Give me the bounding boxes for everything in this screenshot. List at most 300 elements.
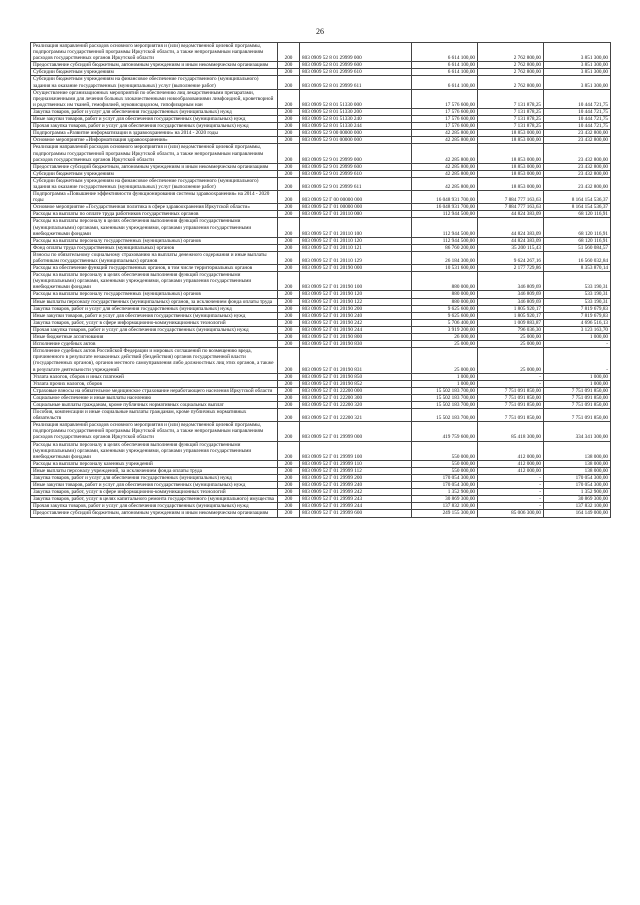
row-name-cell: Субсидии бюджетным учреждениям bbox=[31, 170, 278, 177]
row-unexecuted-value-cell: 137 832 100,00 bbox=[544, 503, 611, 510]
row-line-code-cell: 200 bbox=[278, 272, 300, 291]
budget-table bbox=[30, 42, 611, 518]
table-row bbox=[31, 475, 611, 482]
row-line-code-cell: 200 bbox=[278, 123, 300, 130]
row-approved-value-cell: 15 502 183 700,00 bbox=[412, 409, 478, 422]
row-classification-code-cell: 803 0909 52 Г 01 20110 120 bbox=[300, 237, 412, 244]
row-executed-value-cell: 7 884 777 163,63 bbox=[478, 191, 544, 204]
row-line-code-cell: 200 bbox=[278, 43, 300, 62]
row-executed-value-cell: 2 177 729,86 bbox=[478, 265, 544, 272]
row-unexecuted-value-cell: 138 000,00 bbox=[544, 441, 611, 460]
row-approved-value-cell: 10 531 600,00 bbox=[412, 265, 478, 272]
row-line-code-cell: 200 bbox=[278, 341, 300, 348]
row-executed-value-cell: - bbox=[478, 380, 544, 387]
row-line-code-cell: 200 bbox=[278, 482, 300, 489]
row-name-cell: Уплата прочих налогов, сборов bbox=[31, 380, 278, 387]
row-unexecuted-value-cell: 3 851 300,00 bbox=[544, 62, 611, 69]
row-name-cell: Иные закупки товаров, работ и услуг для обеспечения государственных (муниципальных) нужд bbox=[31, 482, 278, 489]
row-classification-code-cell: 803 0909 52 Г 01 20190 240 bbox=[300, 312, 412, 319]
row-approved-value-cell: 6 614 100,00 bbox=[412, 76, 478, 89]
table-row bbox=[31, 237, 611, 244]
table-row bbox=[31, 334, 611, 341]
row-unexecuted-value-cell: 23 432 800,00 bbox=[544, 163, 611, 170]
row-unexecuted-value-cell: 8 353 870,14 bbox=[544, 265, 611, 272]
row-executed-value-cell: 796 036,30 bbox=[478, 326, 544, 333]
row-unexecuted-value-cell: 68 120 116,91 bbox=[544, 237, 611, 244]
row-approved-value-cell: 17 576 600,00 bbox=[412, 123, 478, 130]
table-row bbox=[31, 130, 611, 137]
table-row bbox=[31, 76, 611, 89]
row-approved-value-cell: 9 625 600,00 bbox=[412, 312, 478, 319]
row-line-code-cell: 200 bbox=[278, 489, 300, 496]
row-classification-code-cell: 803 0909 52 Г 01 29999 244 bbox=[300, 503, 412, 510]
row-approved-value-cell: 112 944 500,00 bbox=[412, 218, 478, 237]
row-approved-value-cell: 1 000,00 bbox=[412, 373, 478, 380]
row-name-cell: Реализация направлений расходов основного мероприятия и (или) ведомственной целевой программы, подпрограммы государственной программы Иркутской области, а также непрограммным направлениям расходов государственных органов Иркутской области bbox=[31, 43, 278, 62]
table-row bbox=[31, 251, 611, 264]
row-classification-code-cell: 803 0909 52 Г 01 20110 129 bbox=[300, 251, 412, 264]
row-unexecuted-value-cell: 7 751 091 850,00 bbox=[544, 401, 611, 408]
row-classification-code-cell: 803 0909 52 Г 01 29999 000 bbox=[300, 422, 412, 441]
row-line-code-cell: 200 bbox=[278, 130, 300, 137]
row-name-cell: Основное мероприятие «Информатизация здравоохранения» bbox=[31, 137, 278, 144]
row-classification-code-cell: 803 0909 52 8 01 29999 000 bbox=[300, 43, 412, 62]
row-name-cell: Расходы на выплаты по оплате труда работников государственных органов bbox=[31, 211, 278, 218]
row-unexecuted-value-cell: 4 696 516,13 bbox=[544, 319, 611, 326]
row-classification-code-cell: 803 0909 52 Г 01 29999 600 bbox=[300, 510, 412, 517]
table-row bbox=[31, 204, 611, 211]
table-row bbox=[31, 177, 611, 190]
row-executed-value-cell: 18 853 000,00 bbox=[478, 137, 544, 144]
table-row bbox=[31, 163, 611, 170]
row-executed-value-cell: 18 853 000,00 bbox=[478, 170, 544, 177]
row-classification-code-cell: 803 0909 52 Г 01 22200 321 bbox=[300, 409, 412, 422]
row-unexecuted-value-cell: 30 869 300,00 bbox=[544, 496, 611, 503]
row-line-code-cell: 200 bbox=[278, 251, 300, 264]
row-unexecuted-value-cell: 7 751 091 850,00 bbox=[544, 409, 611, 422]
row-approved-value-cell: 550 000,00 bbox=[412, 441, 478, 460]
row-name-cell: Прочая закупка товаров, работ и услуг для обеспечения государственных (муниципальных) нужд bbox=[31, 123, 278, 130]
row-name-cell: Расходы на выплаты персоналу в целях обеспечения выполнения функций государственными (муниципальными) органами, казенными учреждениями, органами управления государственными внебюджетными фондами bbox=[31, 441, 278, 460]
row-unexecuted-value-cell: 170 054 300,00 bbox=[544, 475, 611, 482]
row-executed-value-cell: 346 809,69 bbox=[478, 272, 544, 291]
row-line-code-cell: 200 bbox=[278, 409, 300, 422]
row-classification-code-cell: 803 0909 52 Г 01 20190 852 bbox=[300, 380, 412, 387]
row-unexecuted-value-cell: 68 120 116,91 bbox=[544, 218, 611, 237]
row-name-cell: Осуществление организационных мероприятий по обеспечению лиц лекарственными препаратами, предназначенными для лечения больных злокачественными новообразованиями лимфоидной, кроветворной и родственных им тканей, гемофилией, муковисцидозом, гипофизарным нан bbox=[31, 89, 278, 108]
row-approved-value-cell: 112 944 500,00 bbox=[412, 237, 478, 244]
row-approved-value-cell: 880 000,00 bbox=[412, 291, 478, 298]
row-name-cell: Закупка товаров, работ, услуг в целях капитального ремонта государственного (муниципального) имущества bbox=[31, 496, 278, 503]
row-executed-value-cell: 1 805 920,17 bbox=[478, 305, 544, 312]
row-unexecuted-value-cell: 10 444 721,75 bbox=[544, 89, 611, 108]
row-name-cell: Реализация направлений расходов основного мероприятия и (или) ведомственной целевой программы, подпрограммы государственной программы Иркутской области, а также непрограммным направлениям расходов государственных органов Иркутской области bbox=[31, 422, 278, 441]
row-name-cell: Подпрограмма «Повышение эффективности функционирования системы здравоохранения» на 2014 - 2020 годы bbox=[31, 191, 278, 204]
row-approved-value-cell: 30 869 300,00 bbox=[412, 496, 478, 503]
row-executed-value-cell: 25 000,00 bbox=[478, 348, 544, 373]
row-unexecuted-value-cell: 23 432 800,00 bbox=[544, 130, 611, 137]
row-executed-value-cell: 7 751 091 850,00 bbox=[478, 394, 544, 401]
row-approved-value-cell: 42 285 800,00 bbox=[412, 163, 478, 170]
row-classification-code-cell: 803 0909 52 Г 01 20190 200 bbox=[300, 305, 412, 312]
row-approved-value-cell: 880 000,00 bbox=[412, 272, 478, 291]
row-unexecuted-value-cell: 10 444 721,75 bbox=[544, 116, 611, 123]
row-line-code-cell: 200 bbox=[278, 108, 300, 115]
row-executed-value-cell: 2 762 800,00 bbox=[478, 69, 544, 76]
table-row bbox=[31, 387, 611, 394]
row-name-cell: Уплата налогов, сборов и иных платежей bbox=[31, 373, 278, 380]
table-row bbox=[31, 348, 611, 373]
row-classification-code-cell: 803 0909 52 Г 01 22200 300 bbox=[300, 394, 412, 401]
row-classification-code-cell: 803 0909 52 Г 01 29999 240 bbox=[300, 482, 412, 489]
table-row bbox=[31, 326, 611, 333]
row-approved-value-cell: 15 502 183 700,00 bbox=[412, 401, 478, 408]
row-executed-value-cell: 18 853 000,00 bbox=[478, 144, 544, 163]
row-approved-value-cell: 17 576 600,00 bbox=[412, 116, 478, 123]
row-classification-code-cell: 803 0909 52 Г 01 20190 100 bbox=[300, 272, 412, 291]
table-row bbox=[31, 89, 611, 108]
row-approved-value-cell: 17 576 600,00 bbox=[412, 89, 478, 108]
row-executed-value-cell: 44 824 383,09 bbox=[478, 218, 544, 237]
row-line-code-cell: 200 bbox=[278, 89, 300, 108]
row-classification-code-cell: 803 0909 52 8 01 51330 000 bbox=[300, 89, 412, 108]
row-unexecuted-value-cell: 10 444 721,75 bbox=[544, 108, 611, 115]
row-unexecuted-value-cell: 23 432 800,00 bbox=[544, 177, 611, 190]
row-classification-code-cell: 803 0909 52 Г 01 29999 243 bbox=[300, 496, 412, 503]
row-executed-value-cell: - bbox=[478, 482, 544, 489]
table-row bbox=[31, 191, 611, 204]
row-executed-value-cell: 9 624 267,16 bbox=[478, 251, 544, 264]
row-unexecuted-value-cell: 1 000,00 bbox=[544, 373, 611, 380]
row-name-cell: Субсидии бюджетным учреждениям на финансовое обеспечение государственного (муниципального) задания на оказание государственных (муниципальных) услуг (выполнение работ) bbox=[31, 177, 278, 190]
row-unexecuted-value-cell: 16 560 032,84 bbox=[544, 251, 611, 264]
row-executed-value-cell: 1 805 920,17 bbox=[478, 312, 544, 319]
row-line-code-cell: 200 bbox=[278, 291, 300, 298]
page-number: 26 bbox=[316, 27, 324, 36]
table-row bbox=[31, 401, 611, 408]
row-executed-value-cell: 7 751 091 850,00 bbox=[478, 401, 544, 408]
row-unexecuted-value-cell: 23 432 800,00 bbox=[544, 137, 611, 144]
row-line-code-cell: 200 bbox=[278, 218, 300, 237]
row-name-cell: Предоставление субсидий бюджетным, автономным учреждениям и иным некоммерческим организациям bbox=[31, 62, 278, 69]
row-classification-code-cell: 803 0909 52 9 00 00000 000 bbox=[300, 130, 412, 137]
row-unexecuted-value-cell: 533 190,31 bbox=[544, 272, 611, 291]
row-name-cell: Страховые взносы на обязательное медицинское страхование неработающего населения Иркутской области bbox=[31, 387, 278, 394]
row-name-cell: Закупка товаров, работ и услуг для обеспечения государственных (муниципальных) нужд bbox=[31, 305, 278, 312]
row-line-code-cell: 200 bbox=[278, 510, 300, 517]
row-unexecuted-value-cell: 51 560 084,57 bbox=[544, 244, 611, 251]
row-approved-value-cell: 42 285 800,00 bbox=[412, 130, 478, 137]
row-unexecuted-value-cell: 3 851 300,00 bbox=[544, 43, 611, 62]
row-unexecuted-value-cell: 23 432 800,00 bbox=[544, 170, 611, 177]
row-executed-value-cell: 346 809,69 bbox=[478, 291, 544, 298]
row-executed-value-cell: 7 131 878,25 bbox=[478, 89, 544, 108]
row-executed-value-cell: 44 824 383,09 bbox=[478, 237, 544, 244]
row-unexecuted-value-cell: 138 000,00 bbox=[544, 460, 611, 467]
row-line-code-cell: 200 bbox=[278, 144, 300, 163]
row-unexecuted-value-cell: 170 054 300,00 bbox=[544, 482, 611, 489]
row-line-code-cell: 200 bbox=[278, 177, 300, 190]
budget-table-body bbox=[31, 43, 611, 518]
row-executed-value-cell: 25 000,00 bbox=[478, 334, 544, 341]
row-line-code-cell: 200 bbox=[278, 348, 300, 373]
row-line-code-cell: 200 bbox=[278, 69, 300, 76]
row-executed-value-cell: - bbox=[478, 496, 544, 503]
row-line-code-cell: 200 bbox=[278, 312, 300, 319]
table-row bbox=[31, 312, 611, 319]
table-row bbox=[31, 265, 611, 272]
row-unexecuted-value-cell: - bbox=[544, 348, 611, 373]
row-unexecuted-value-cell: 7 819 679,83 bbox=[544, 312, 611, 319]
table-row bbox=[31, 211, 611, 218]
row-executed-value-cell: 7 751 091 850,00 bbox=[478, 409, 544, 422]
row-line-code-cell: 200 bbox=[278, 62, 300, 69]
row-classification-code-cell: 803 0909 52 Г 01 20190 242 bbox=[300, 319, 412, 326]
row-line-code-cell: 200 bbox=[278, 460, 300, 467]
table-row bbox=[31, 123, 611, 130]
row-name-cell: Основное мероприятие «Государственная политика в сфере здравоохранения Иркутской области» bbox=[31, 204, 278, 211]
row-approved-value-cell: 42 285 800,00 bbox=[412, 137, 478, 144]
row-name-cell: Социальные выплаты гражданам, кроме публичных нормативных социальных выплат bbox=[31, 401, 278, 408]
row-approved-value-cell: 1 352 900,00 bbox=[412, 489, 478, 496]
table-row bbox=[31, 137, 611, 144]
row-line-code-cell: 200 bbox=[278, 387, 300, 394]
row-approved-value-cell: 137 832 100,00 bbox=[412, 503, 478, 510]
table-row bbox=[31, 298, 611, 305]
row-executed-value-cell: 18 853 000,00 bbox=[478, 177, 544, 190]
row-line-code-cell: 200 bbox=[278, 211, 300, 218]
row-approved-value-cell: 112 944 500,00 bbox=[412, 211, 478, 218]
row-name-cell: Взносы по обязательному социальному страхованию на выплаты денежного содержания и иные выплаты работникам государственных (муниципальных) органов bbox=[31, 251, 278, 264]
row-approved-value-cell: 42 285 800,00 bbox=[412, 170, 478, 177]
row-unexecuted-value-cell: 8 164 154 536,37 bbox=[544, 204, 611, 211]
row-name-cell: Закупка товаров, работ и услуг для обеспечения государственных (муниципальных) нужд bbox=[31, 475, 278, 482]
table-row bbox=[31, 244, 611, 251]
row-name-cell: Закупка товаров, работ и услуг для обеспечения государственных (муниципальных) нужд bbox=[31, 108, 278, 115]
row-executed-value-cell: 18 853 000,00 bbox=[478, 163, 544, 170]
row-executed-value-cell: 412 000,00 bbox=[478, 467, 544, 474]
row-unexecuted-value-cell: 1 000,00 bbox=[544, 380, 611, 387]
row-classification-code-cell: 803 0909 52 Г 01 20190 850 bbox=[300, 373, 412, 380]
row-classification-code-cell: 803 0909 52 Г 01 20190 831 bbox=[300, 348, 412, 373]
row-line-code-cell: 200 bbox=[278, 401, 300, 408]
row-unexecuted-value-cell: 7 819 679,83 bbox=[544, 305, 611, 312]
row-executed-value-cell: 7 131 878,25 bbox=[478, 108, 544, 115]
row-line-code-cell: 200 bbox=[278, 441, 300, 460]
table-row bbox=[31, 69, 611, 76]
row-unexecuted-value-cell: 138 000,00 bbox=[544, 467, 611, 474]
row-line-code-cell: 200 bbox=[278, 394, 300, 401]
row-unexecuted-value-cell: - bbox=[544, 341, 611, 348]
row-executed-value-cell: 85 006 300,00 bbox=[478, 510, 544, 517]
row-executed-value-cell: 346 809,69 bbox=[478, 298, 544, 305]
row-line-code-cell: 200 bbox=[278, 326, 300, 333]
row-unexecuted-value-cell: 23 432 800,00 bbox=[544, 144, 611, 163]
row-line-code-cell: 200 bbox=[278, 380, 300, 387]
table-row bbox=[31, 144, 611, 163]
row-line-code-cell: 200 bbox=[278, 305, 300, 312]
table-row bbox=[31, 422, 611, 441]
row-classification-code-cell: 803 0909 52 Г 01 20190 800 bbox=[300, 334, 412, 341]
row-classification-code-cell: 803 0909 52 8 01 51330 240 bbox=[300, 116, 412, 123]
row-classification-code-cell: 803 0909 52 8 01 29999 611 bbox=[300, 76, 412, 89]
row-classification-code-cell: 803 0909 52 Г 00 00000 000 bbox=[300, 191, 412, 204]
row-classification-code-cell: 803 0909 52 8 01 29999 610 bbox=[300, 69, 412, 76]
row-unexecuted-value-cell: 8 164 154 536,37 bbox=[544, 191, 611, 204]
row-name-cell: Расходы на обеспечение функций государственных органов, в том числе территориальных органов bbox=[31, 265, 278, 272]
row-executed-value-cell: - bbox=[478, 475, 544, 482]
row-approved-value-cell: 17 576 600,00 bbox=[412, 108, 478, 115]
row-executed-value-cell: 44 824 383,09 bbox=[478, 211, 544, 218]
row-name-cell: Исполнение судебных актов Российской Федерации и мировых соглашений по возмещению вреда, причиненного в результате незаконных действий (бездействия) органов государственной власти (государственных органов), органов местного самоуправления либо должностных лиц этих органов, а также в результате деятельности учреждений bbox=[31, 348, 278, 373]
row-line-code-cell: 200 bbox=[278, 475, 300, 482]
row-classification-code-cell: 803 0909 52 Г 01 20110 100 bbox=[300, 218, 412, 237]
row-classification-code-cell: 803 0909 52 Г 01 20190 000 bbox=[300, 265, 412, 272]
row-approved-value-cell: 6 614 100,00 bbox=[412, 62, 478, 69]
row-classification-code-cell: 803 0909 52 9 01 29999 600 bbox=[300, 163, 412, 170]
row-approved-value-cell: 249 155 300,00 bbox=[412, 510, 478, 517]
row-classification-code-cell: 803 0909 52 Г 01 20190 122 bbox=[300, 298, 412, 305]
row-executed-value-cell: 2 762 800,00 bbox=[478, 43, 544, 62]
row-approved-value-cell: 3 919 200,00 bbox=[412, 326, 478, 333]
row-classification-code-cell: 803 0909 52 9 01 29999 611 bbox=[300, 177, 412, 190]
table-row bbox=[31, 341, 611, 348]
row-classification-code-cell: 803 0909 52 Г 01 22200 000 bbox=[300, 387, 412, 394]
row-classification-code-cell: 803 0909 52 9 01 29999 610 bbox=[300, 170, 412, 177]
row-name-cell: Фонд оплаты труда государственных (муниципальных) органов bbox=[31, 244, 278, 251]
row-unexecuted-value-cell: 3 851 300,00 bbox=[544, 76, 611, 89]
row-line-code-cell: 200 bbox=[278, 204, 300, 211]
row-unexecuted-value-cell: 1 352 900,00 bbox=[544, 489, 611, 496]
row-unexecuted-value-cell: 3 123 163,70 bbox=[544, 326, 611, 333]
row-line-code-cell: 200 bbox=[278, 373, 300, 380]
table-row bbox=[31, 170, 611, 177]
row-line-code-cell: 200 bbox=[278, 496, 300, 503]
row-approved-value-cell: 5 706 400,00 bbox=[412, 319, 478, 326]
row-executed-value-cell: 35 200 115,43 bbox=[478, 244, 544, 251]
table-row bbox=[31, 467, 611, 474]
row-classification-code-cell: 803 0909 52 Г 01 29999 100 bbox=[300, 441, 412, 460]
row-name-cell: Подпрограмма «Развитие информатизации в здравоохранении» на 2014 - 2020 годы bbox=[31, 130, 278, 137]
table-row bbox=[31, 496, 611, 503]
row-name-cell: Расходы на выплаты персоналу государственных (муниципальных) органов bbox=[31, 291, 278, 298]
row-classification-code-cell: 803 0909 52 Г 01 20190 830 bbox=[300, 341, 412, 348]
row-unexecuted-value-cell: 533 190,31 bbox=[544, 298, 611, 305]
row-name-cell: Расходы на выплаты персоналу в целях обеспечения выполнения функций государственными (муниципальными) органами, казенными учреждениями, органами управления государственными внебюджетными фондами bbox=[31, 272, 278, 291]
row-approved-value-cell: 16 048 931 700,00 bbox=[412, 204, 478, 211]
row-unexecuted-value-cell: 1 000,00 bbox=[544, 334, 611, 341]
table-row bbox=[31, 108, 611, 115]
row-name-cell: Иные бюджетные ассигнования bbox=[31, 334, 278, 341]
row-approved-value-cell: 26 184 300,00 bbox=[412, 251, 478, 264]
row-line-code-cell: 200 bbox=[278, 422, 300, 441]
row-approved-value-cell: 26 000,00 bbox=[412, 334, 478, 341]
table-row bbox=[31, 441, 611, 460]
row-unexecuted-value-cell: 10 444 721,75 bbox=[544, 123, 611, 130]
row-name-cell: Расходы на выплаты персоналу государственных (муниципальных) органов bbox=[31, 237, 278, 244]
row-classification-code-cell: 803 0909 52 Г 01 20110 121 bbox=[300, 244, 412, 251]
row-name-cell: Расходы на выплаты персоналу в целях обеспечения выполнения функций государственными (муниципальными) органами, казенными учреждениями, органами управления государственными внебюджетными фондами bbox=[31, 218, 278, 237]
row-unexecuted-value-cell: 3 851 300,00 bbox=[544, 69, 611, 76]
row-approved-value-cell: 16 048 931 700,00 bbox=[412, 191, 478, 204]
row-line-code-cell: 200 bbox=[278, 265, 300, 272]
table-row bbox=[31, 43, 611, 62]
row-approved-value-cell: 880 000,00 bbox=[412, 298, 478, 305]
row-line-code-cell: 200 bbox=[278, 170, 300, 177]
row-name-cell: Прочая закупка товаров, работ и услуг для обеспечения государственных (муниципальных) нужд bbox=[31, 503, 278, 510]
row-approved-value-cell: 170 054 300,00 bbox=[412, 475, 478, 482]
row-name-cell: Реализация направлений расходов основного мероприятия и (или) ведомственной целевой программы, подпрограммы государственной программы Иркутской области, а также непрограммным направлениям расходов государственных органов Иркутской области bbox=[31, 144, 278, 163]
row-line-code-cell: 200 bbox=[278, 76, 300, 89]
row-approved-value-cell: 15 502 183 700,00 bbox=[412, 394, 478, 401]
table-row bbox=[31, 510, 611, 517]
table-row bbox=[31, 319, 611, 326]
row-approved-value-cell: 42 285 800,00 bbox=[412, 177, 478, 190]
table-row bbox=[31, 482, 611, 489]
row-approved-value-cell: 170 054 300,00 bbox=[412, 482, 478, 489]
row-executed-value-cell: 7 131 878,25 bbox=[478, 123, 544, 130]
row-executed-value-cell: - bbox=[478, 489, 544, 496]
row-classification-code-cell: 803 0909 52 Г 01 20110 000 bbox=[300, 211, 412, 218]
row-classification-code-cell: 803 0909 52 Г 01 29999 200 bbox=[300, 475, 412, 482]
row-name-cell: Пособия, компенсации и иные социальные выплаты гражданам, кроме публичных нормативных обязательств bbox=[31, 409, 278, 422]
table-row bbox=[31, 272, 611, 291]
row-classification-code-cell: 803 0909 52 8 01 29999 600 bbox=[300, 62, 412, 69]
row-name-cell: Иные закупки товаров, работ и услуг для обеспечения государственных (муниципальных) нужд bbox=[31, 312, 278, 319]
table-row bbox=[31, 305, 611, 312]
row-classification-code-cell: 803 0909 52 Г 01 22200 320 bbox=[300, 401, 412, 408]
row-approved-value-cell: 15 502 183 700,00 bbox=[412, 387, 478, 394]
row-unexecuted-value-cell: 164 149 000,00 bbox=[544, 510, 611, 517]
table-row bbox=[31, 380, 611, 387]
row-classification-code-cell: 803 0909 52 Г 01 00000 000 bbox=[300, 204, 412, 211]
row-line-code-cell: 200 bbox=[278, 237, 300, 244]
row-approved-value-cell: 25 000,00 bbox=[412, 348, 478, 373]
row-executed-value-cell: 2 762 800,00 bbox=[478, 62, 544, 69]
row-approved-value-cell: 419 759 600,00 bbox=[412, 422, 478, 441]
row-executed-value-cell: 412 000,00 bbox=[478, 460, 544, 467]
row-line-code-cell: 200 bbox=[278, 191, 300, 204]
table-row bbox=[31, 218, 611, 237]
row-line-code-cell: 200 bbox=[278, 334, 300, 341]
row-name-cell: Прочая закупка товаров, работ и услуг для обеспечения государственных (муниципальных) нужд bbox=[31, 326, 278, 333]
row-classification-code-cell: 803 0909 52 Г 01 29999 110 bbox=[300, 460, 412, 467]
table-row bbox=[31, 373, 611, 380]
row-name-cell: Закупка товаров, работ, услуг в сфере информационно-коммуникационных технологий bbox=[31, 319, 278, 326]
row-classification-code-cell: 803 0909 52 Г 01 29999 112 bbox=[300, 467, 412, 474]
row-classification-code-cell: 803 0909 52 8 01 51330 244 bbox=[300, 123, 412, 130]
row-classification-code-cell: 803 0909 52 9 01 29999 000 bbox=[300, 144, 412, 163]
row-classification-code-cell: 803 0909 52 8 01 51330 200 bbox=[300, 108, 412, 115]
table-row bbox=[31, 460, 611, 467]
row-approved-value-cell: 1 000,00 bbox=[412, 380, 478, 387]
row-unexecuted-value-cell: 334 341 300,00 bbox=[544, 422, 611, 441]
row-classification-code-cell: 803 0909 52 9 01 00000 000 bbox=[300, 137, 412, 144]
row-line-code-cell: 200 bbox=[278, 116, 300, 123]
row-approved-value-cell: 86 760 200,00 bbox=[412, 244, 478, 251]
row-name-cell: Иные выплаты персоналу государственных (муниципальных) органов, за исключением фонда оплаты труда bbox=[31, 298, 278, 305]
row-approved-value-cell: 6 614 100,00 bbox=[412, 69, 478, 76]
row-classification-code-cell: 803 0909 52 Г 01 29999 242 bbox=[300, 489, 412, 496]
row-line-code-cell: 200 bbox=[278, 319, 300, 326]
row-line-code-cell: 200 bbox=[278, 163, 300, 170]
row-line-code-cell: 200 bbox=[278, 244, 300, 251]
row-approved-value-cell: 42 285 800,00 bbox=[412, 144, 478, 163]
row-name-cell: Предоставление субсидий бюджетным, автономным учреждениям и иным некоммерческим организациям bbox=[31, 510, 278, 517]
row-name-cell: Субсидии бюджетным учреждениям bbox=[31, 69, 278, 76]
row-name-cell: Расходы на выплаты персоналу казенных учреждений bbox=[31, 460, 278, 467]
row-classification-code-cell: 803 0909 52 Г 01 20190 244 bbox=[300, 326, 412, 333]
